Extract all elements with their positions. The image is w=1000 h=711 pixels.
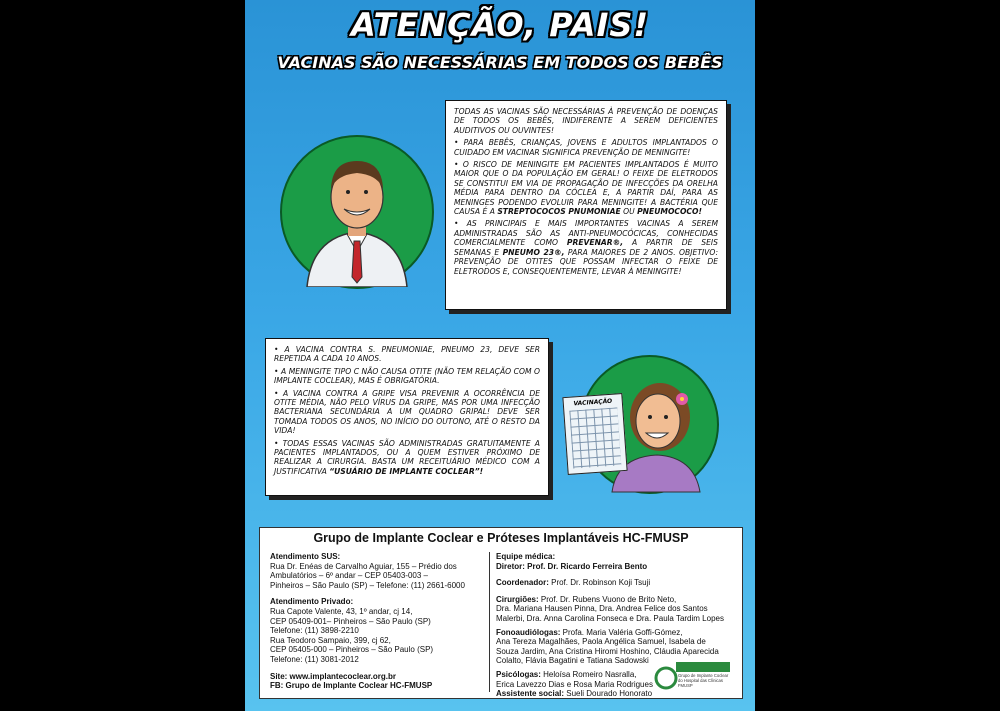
info-text: OU bbox=[623, 207, 635, 217]
info-paragraph: • A MENINGITE TIPO C NÃO CAUSA OTITE (NÃO TEM RELAÇÃO COM O IMPLANTE COCLEAR), MAS É OBRIGATÓRIA. bbox=[274, 366, 540, 386]
sus-line: Ambulatórios – 6º andar – CEP 05403-003 – bbox=[270, 571, 428, 581]
info-text-bold: “USUÁRIO DE IMPLANTE COCLEAR”! bbox=[329, 466, 484, 476]
info-text: • AS PRINCIPAIS E MAIS IMPORTANTES VACINAS A SEREM ADMINISTRADAS SÃO AS ANTI-PNEUMOCÓCICAS, CONHECIDAS COMERCIALMENTE COMO bbox=[454, 219, 718, 248]
doctor-illustration bbox=[280, 135, 434, 289]
footer bbox=[259, 527, 743, 699]
psychologists-line: Psicólogas: Heloísa Romeiro Nasralla, bbox=[496, 669, 637, 679]
poster bbox=[245, 0, 755, 711]
vaccination-card-grid bbox=[569, 407, 621, 468]
info-paragraph: TODAS AS VACINAS SÃO NECESSÁRIAS À PREVENÇÃO DE DOENÇAS DE TODOS OS BEBÊS, INDIFERENTE A SEREM DEFICIENTES AUDITIVOS OU OUVINTES! bbox=[454, 107, 718, 135]
footer-title: Grupo de Implante Coclear e Próteses Implantáveis HC-FMUSP bbox=[313, 531, 689, 545]
info-text: PARA MAIORES DE 2 ANOS. OBJETIVO: PREVENÇÃO DE OTITES QUE POSSAM INFECTAR O FEIXE DE ELETRODOS E, CONSEQUENTEMENTE, LEVAR À MENINGITE! bbox=[454, 247, 719, 276]
footer-contacts bbox=[270, 552, 485, 691]
director-line: Diretor: Prof. Dr. Ricardo Ferreira Bento bbox=[496, 561, 648, 571]
private-heading: Atendimento Privado: bbox=[270, 597, 354, 607]
footer-team bbox=[496, 552, 736, 699]
vaccination-card-title: VACINAÇÃO bbox=[573, 397, 613, 408]
surgeons-line: Malerbi, Dra. Anna Carolina Fonseca e Dra. Paula Tardim Lopes bbox=[496, 613, 724, 623]
footer-divider bbox=[489, 552, 490, 692]
facebook-link[interactable]: FB: Grupo de Implante Coclear HC-FMUSP bbox=[270, 681, 433, 691]
surgeons-line: Cirurgiões: Prof. Dr. Rubens Vuono de Brito Neto, bbox=[496, 594, 677, 604]
info-paragraph bbox=[454, 160, 718, 216]
speech-therapists-line: Colalto, Flávia Bagatini e Tatiana Sadowski bbox=[496, 656, 649, 666]
page-title: ATENÇÃO, PAIS! bbox=[350, 6, 650, 44]
info-paragraph bbox=[274, 439, 540, 477]
group-logo bbox=[654, 660, 732, 692]
info-paragraph: • PARA BEBÊS, CRIANÇAS, JOVENS E ADULTOS IMPLANTADOS O CUIDADO EM VACINAR SIGNIFICA PREVENÇÃO DE MENINGITE! bbox=[454, 138, 718, 157]
private-line: Rua Teodoro Sampaio, 399, cj 62, bbox=[270, 635, 391, 645]
site-link[interactable]: Site: www.implantecoclear.org.br bbox=[270, 671, 396, 681]
info-paragraph: • A VACINA CONTRA S. PNEUMONIAE, PNEUMO 23, DEVE SER REPETIDA A CADA 10 ANOS. bbox=[274, 345, 540, 364]
group-logo-text: Grupo de Implante Coclear do Hospital das Clínicas FMUSP bbox=[678, 673, 729, 688]
team-heading: Equipe médica: bbox=[496, 552, 556, 561]
sus-line: Pinheiros – São Paulo (SP) – Telefone: (11) 2661-6000 bbox=[270, 580, 465, 590]
private-line: Telefone: (11) 3898-2210 bbox=[270, 626, 359, 636]
vaccination-card bbox=[562, 393, 627, 475]
speech-therapists-line: Ana Tereza Magalhães, Paola Angélica Samuel, Isabela de bbox=[496, 637, 706, 647]
private-line: Rua Capote Valente, 43, 1º andar, cj 14, bbox=[270, 606, 413, 616]
private-line: CEP 05409-001– Pinheiros – São Paulo (SP) bbox=[270, 616, 431, 626]
surgeons-line: Dra. Mariana Hausen Pinna, Dra. Andrea Felice dos Santos bbox=[496, 604, 708, 614]
private-line: Telefone: (11) 3081-2012 bbox=[270, 654, 359, 664]
info-text: A PARTIR DE SEIS SEMANAS E bbox=[454, 238, 718, 257]
speech-therapists-line: Fonoaudiólogas: Profa. Maria Valéria Goffi-Gómez, bbox=[496, 627, 683, 637]
psychologists-line: Erica Lavezzo Dias e Rosa Maria Rodrigues bbox=[496, 679, 653, 689]
sus-line: Rua Dr. Enéas de Carvalho Aguiar, 155 – Prédio dos bbox=[270, 561, 457, 571]
info-paragraph: • A VACINA CONTRA A GRIPE VISA PREVENIR A OCORRÊNCIA DE OTITE MÉDIA, NÃO PELO VÍRUS DA GRIPE, MAS POR UMA INFECÇÃO BACTERIANA SECUNDÁRIA A UM QUADRO GRIPAL! DEVE SER TOMADA TODOS OS ANOS, NO INÍCIO DO OUTONO, ATÉ O RESTO DA VIDA! bbox=[274, 388, 540, 436]
private-line: CEP 05405-000 – Pinheiros – São Paulo (SP) bbox=[270, 645, 434, 655]
info-text-bold: PREVENAR®, bbox=[566, 238, 624, 248]
info-box-top bbox=[445, 100, 727, 310]
speech-therapists-line: Souza Jardim, Ana Cristina Hiromi Hoshino, Cláudia Aparecida bbox=[496, 646, 719, 656]
info-text-bold: PNEUMO 23®, bbox=[502, 247, 565, 257]
info-text-bold: PNEUMOCOCO! bbox=[637, 207, 702, 217]
doctor-icon bbox=[282, 137, 432, 287]
coordinator-line: Coordenador: Prof. Dr. Robinson Koji Tsuji bbox=[496, 578, 651, 588]
info-paragraph bbox=[454, 219, 718, 275]
page-subtitle: VACINAS SÃO NECESSÁRIAS EM TODOS OS BEBÊS bbox=[277, 53, 723, 72]
info-text: • TODAS ESSAS VACINAS SÃO ADMINISTRADAS GRATUITAMENTE A PACIENTES IMPLANTADOS, OU A QUEM ESTIVER PRÓXIMO DE REALIZAR A CIRURGIA. BASTA UM RECEITUÁRIO MÉDICO COM A JUSTIFICATIVA bbox=[274, 438, 540, 476]
sus-heading: Atendimento SUS: bbox=[270, 552, 341, 561]
info-box-bottom bbox=[265, 338, 549, 496]
info-text: • O RISCO DE MENINGITE EM PACIENTES IMPLANTADOS É MUITO MAIOR QUE O DA POPULAÇÃO EM GERAL! O FEIXE DE ELETRODOS SE CONSTITUI EM VIA DE PROPAGAÇÃO DE INFECÇÕES DA ORELHA MÉDIA PARA DENTRO DA CÓCLEA E, A PARTIR DAÍ, PARA AS MENINGES PODENDO EVOLUIR PARA MENINGITE! A BACTÉRIA QUE CAUSA É A bbox=[454, 160, 718, 217]
social-worker-line: Assistente social: Sueli Dourado Honorato bbox=[496, 689, 653, 699]
info-text-bold: STREPTOCOCOS PNUMONIAE bbox=[497, 207, 621, 217]
